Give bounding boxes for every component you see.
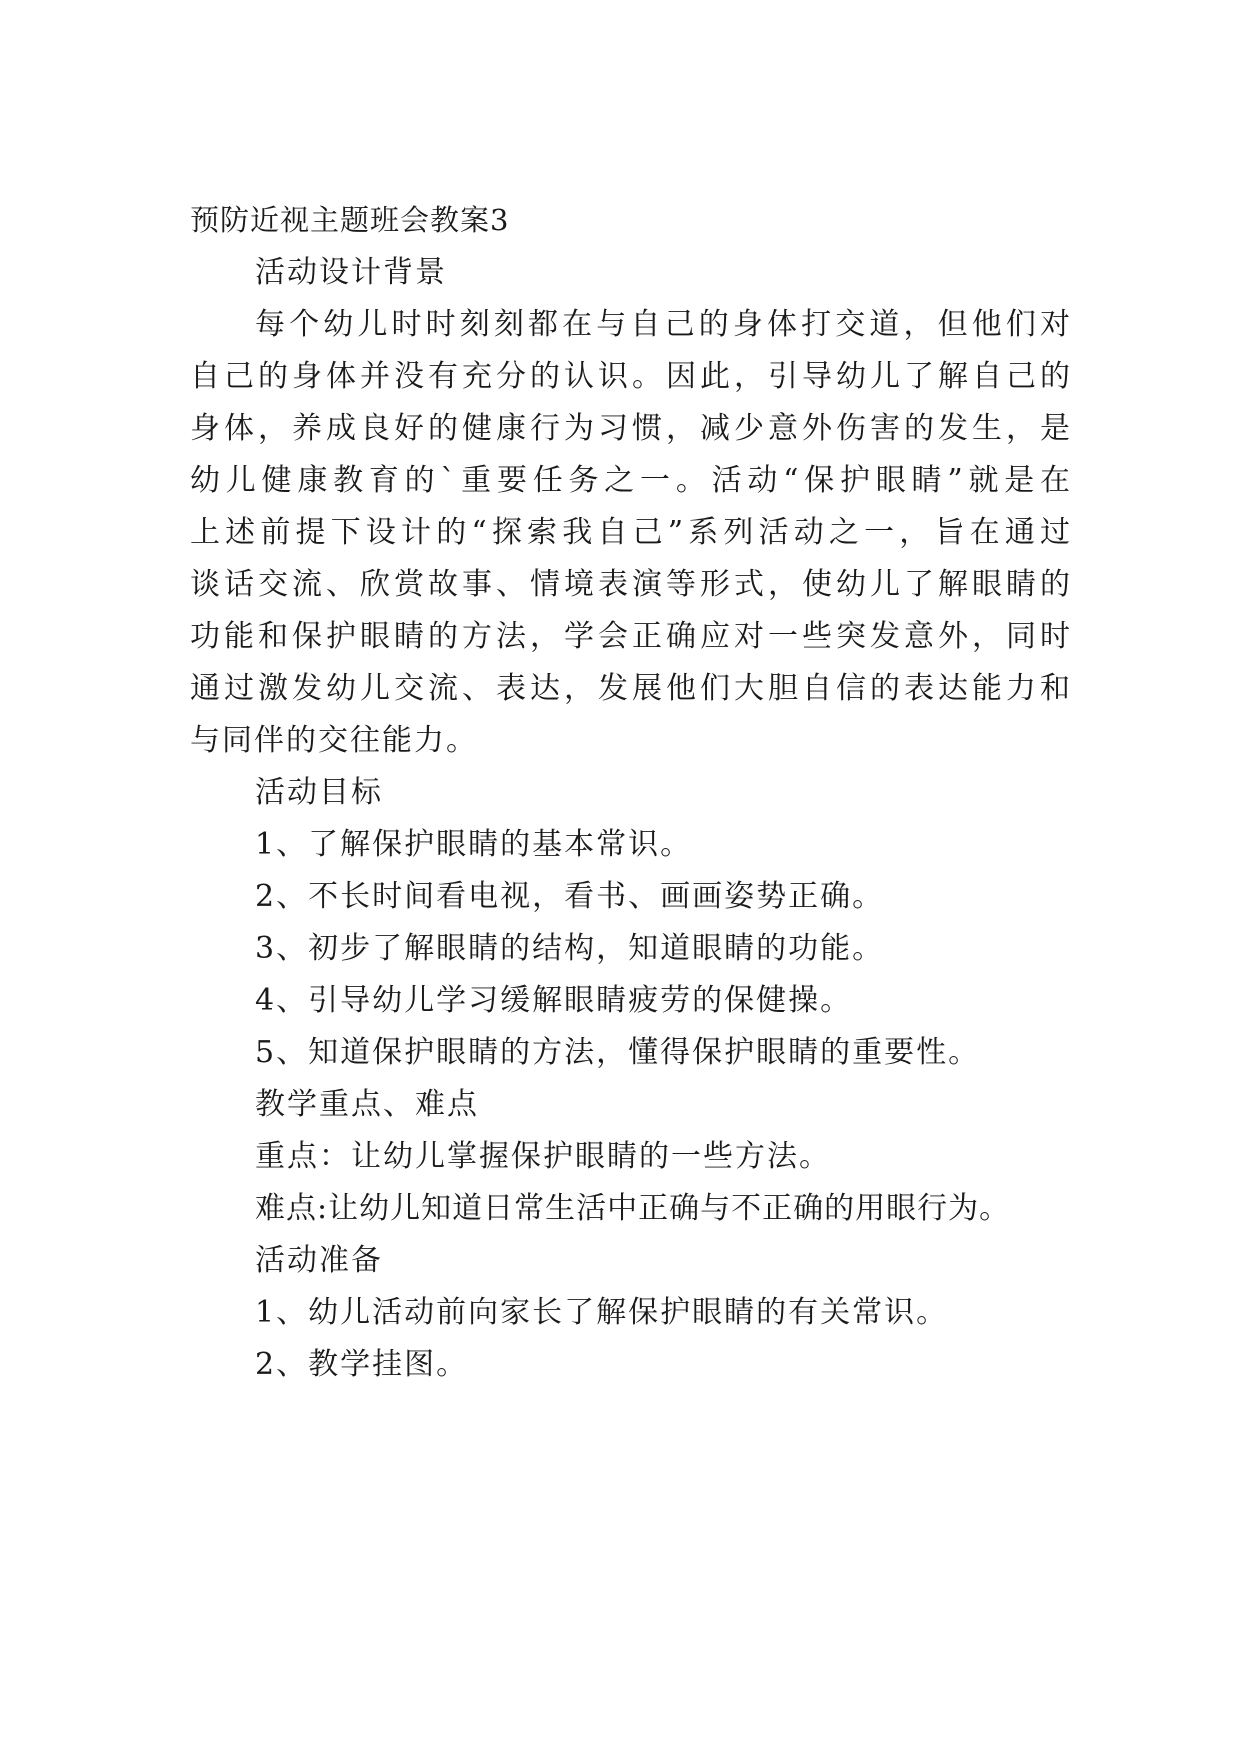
list-item: 难点:让幼儿知道日常生活中正确与不正确的用眼行为。 <box>255 1191 1011 1226</box>
list-item: 5、知道保护眼睛的方法，懂得保护眼睛的重要性。 <box>255 1035 981 1070</box>
paragraph-line: 自己的身体并没有充分的认识。因此，引导幼儿了解自己的 <box>190 359 1070 394</box>
list-item: 2、不长时间看电视，看书、画画姿势正确。 <box>255 879 885 914</box>
paragraph-line: 上述前提下设计的“探索我自己”系列活动之一，旨在通过 <box>190 515 1070 550</box>
list-item: 1、了解保护眼睛的基本常识。 <box>255 827 693 862</box>
paragraph-line: 幼儿健康教育的`重要任务之一。活动“保护眼睛”就是在 <box>190 463 1070 498</box>
paragraph-line: 每个幼儿时时刻刻都在与自己的身体打交道，但他们对 <box>255 307 1070 342</box>
paragraph-line: 通过激发幼儿交流、表达，发展他们大胆自信的表达能力和 <box>190 671 1070 706</box>
section-heading-goals: 活动目标 <box>255 775 383 810</box>
list-item: 重点：让幼儿掌握保护眼睛的一些方法。 <box>255 1139 831 1174</box>
list-item: 1、幼儿活动前向家长了解保护眼睛的有关常识。 <box>255 1295 949 1330</box>
section-heading-preparation: 活动准备 <box>255 1243 383 1278</box>
section-heading-key-points: 教学重点、难点 <box>255 1087 479 1122</box>
list-item: 4、引导幼儿学习缓解眼睛疲劳的保健操。 <box>255 983 853 1018</box>
document-title: 预防近视主题班会教案3 <box>190 203 510 237</box>
paragraph-line: 与同伴的交往能力。 <box>190 723 478 758</box>
paragraph-line: 身体，养成良好的健康行为习惯，减少意外伤害的发生，是 <box>190 411 1070 446</box>
section-heading-background: 活动设计背景 <box>255 255 447 290</box>
list-item: 2、教学挂图。 <box>255 1347 469 1382</box>
paragraph-line: 功能和保护眼睛的方法，学会正确应对一些突发意外，同时 <box>190 619 1070 654</box>
paragraph-line: 谈话交流、欣赏故事、情境表演等形式，使幼儿了解眼睛的 <box>190 567 1070 602</box>
list-item: 3、初步了解眼睛的结构，知道眼睛的功能。 <box>255 931 885 966</box>
